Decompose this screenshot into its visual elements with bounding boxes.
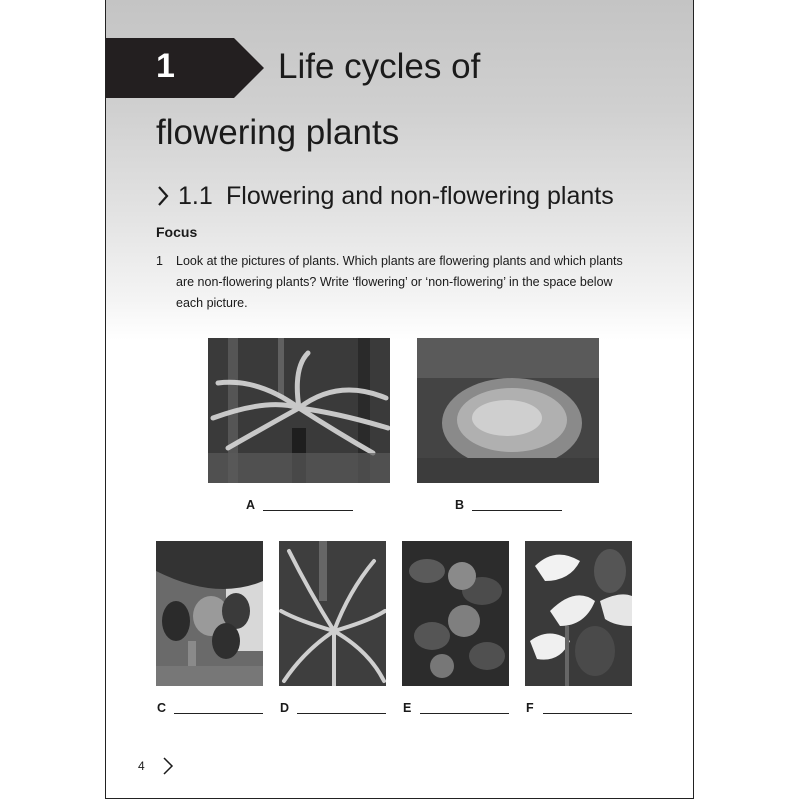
focus-heading: Focus bbox=[156, 224, 198, 240]
question-number: 1 bbox=[156, 254, 163, 268]
chapter-title-line-1: Life cycles of bbox=[278, 47, 481, 86]
tree-fern-photo bbox=[208, 338, 390, 483]
answer-label-e: E bbox=[403, 701, 412, 715]
answer-line-a[interactable] bbox=[263, 510, 353, 511]
answer-label-c: C bbox=[157, 701, 167, 715]
section-number: 1.1 bbox=[178, 182, 213, 210]
hibiscus-photo bbox=[402, 541, 509, 686]
chapter-title-line-2: flowering plants bbox=[156, 113, 400, 152]
answer-label-d: D bbox=[280, 701, 290, 715]
papaya-tree-photo bbox=[156, 541, 263, 686]
page-number: 4 bbox=[138, 759, 145, 773]
chevron-right-icon bbox=[162, 756, 174, 776]
answer-label-b: B bbox=[455, 498, 465, 512]
chapter-number-tab bbox=[106, 38, 264, 98]
answer-line-b[interactable] bbox=[472, 510, 562, 511]
answer-line-f[interactable] bbox=[543, 713, 632, 714]
section-title: Flowering and non-flowering plants bbox=[226, 182, 614, 210]
answer-label-a: A bbox=[246, 498, 256, 512]
answer-label-f: F bbox=[526, 701, 534, 715]
calla-lily-photo bbox=[525, 541, 632, 686]
chapter-number: 1 bbox=[156, 47, 175, 85]
moss-photo bbox=[417, 338, 599, 483]
answer-line-c[interactable] bbox=[174, 713, 263, 714]
cycad-photo bbox=[279, 541, 386, 686]
workbook-page bbox=[105, 0, 694, 799]
answer-line-e[interactable] bbox=[420, 713, 509, 714]
answer-line-d[interactable] bbox=[297, 713, 386, 714]
chevron-right-icon bbox=[156, 185, 170, 207]
question-text: Look at the pictures of plants. Which plants are flowering plants and which plants are non-flowering plants? Write ‘flowering’ or ‘non-flowering’ in the space below each picture. bbox=[176, 254, 623, 310]
